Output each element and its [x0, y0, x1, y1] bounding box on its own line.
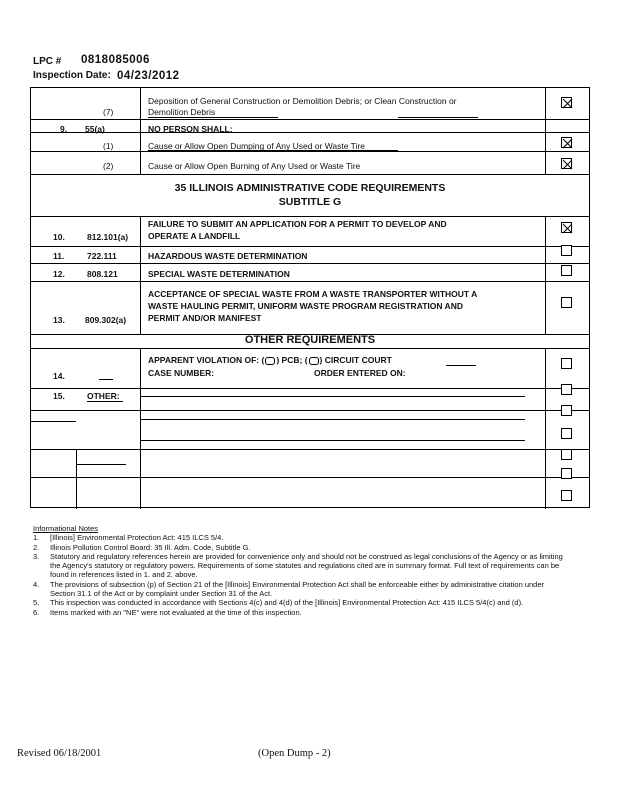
row9-code: 55(a) [85, 124, 105, 134]
row9-1-text: Cause or Allow Open Dumping of Any Used or Waste Tire [148, 141, 366, 151]
lpc-value: 0818085006 [81, 54, 150, 66]
row11-text: HAZARDOUS WASTE DETERMINATION [148, 251, 308, 261]
inspection-date-label: Inspection Date: [33, 70, 111, 81]
row15-num: 15. [53, 391, 65, 401]
row7-text-line1: Deposition of General Construction or Demolition Debris; or Clean Construction or [148, 96, 457, 106]
other-checkbox-6[interactable] [561, 490, 572, 501]
lpc-label: LPC # [33, 56, 62, 67]
footer-page: (Open Dump - 2) [258, 748, 331, 759]
row7-checkbox[interactable] [561, 97, 572, 108]
row14-pcb: PCB; [281, 355, 303, 365]
row10-code: 812.101(a) [87, 232, 129, 242]
row13-code: 809.302(a) [85, 315, 127, 325]
row13-num: 13. [53, 315, 65, 325]
row13-text-line2: WASTE HAULING PERMIT, UNIFORM WASTE PROGRAM REGISTRATION AND [148, 301, 463, 311]
row12-code: 808.121 [87, 269, 118, 279]
row11-checkbox[interactable] [561, 245, 572, 256]
row14-order-entered: ORDER ENTERED ON: [314, 368, 406, 378]
other-checkbox-3[interactable] [561, 428, 572, 439]
other-line-2 [140, 419, 525, 420]
row9-2-text: Cause or Allow Open Burning of Any Used or Waste Tire [148, 161, 361, 171]
row13-text-line1: ACCEPTANCE OF SPECIAL WASTE FROM A WASTE TRANSPORTER WITHOUT A [148, 289, 478, 299]
row7-sub: (7) [103, 107, 114, 117]
note-2: 2. Illinois Pollution Control Board: 35 Ill. Adm. Code, Subtitle G. [33, 542, 251, 552]
row10-num: 10. [53, 232, 65, 242]
row10-text-line2: OPERATE A LANDFILL [148, 231, 241, 241]
note-6: 6. Items marked with an "NE" were not evaluated at the time of this inspection. [33, 607, 302, 617]
other-line-1 [140, 396, 525, 397]
section-heading-subtitle-g: SUBTITLE G [278, 196, 342, 208]
note-1: 1. [Illinois] Environmental Protection Act: 415 ILCS 5/4. [33, 533, 224, 543]
row14-case-number: CASE NUMBER: [148, 368, 215, 378]
inspection-date-value: 04/23/2012 [117, 70, 180, 82]
pcb-radio[interactable] [265, 357, 275, 365]
row12-text: SPECIAL WASTE DETERMINATION [148, 269, 290, 279]
row9-1-checkbox[interactable] [561, 137, 572, 148]
note-5: 5. This inspection was conducted in accordance with Sections 4(c) and 4(d) of the [Illinois] Environmental Protection Act: 415 ILCS 5/4(c) and (d). [33, 598, 524, 608]
section-heading-other: OTHER REQUIREMENTS [244, 334, 376, 346]
other-checkbox-2[interactable] [561, 405, 572, 416]
row10-check-mark [562, 223, 573, 234]
row15-checkbox[interactable] [561, 384, 572, 395]
row10-checkbox[interactable] [561, 222, 572, 233]
row9-2-sub: (2) [103, 161, 114, 171]
row12-checkbox[interactable] [561, 265, 572, 276]
section-heading-35-iac: 35 ILLINOIS ADMINISTRATIVE CODE REQUIREMENTS [174, 182, 446, 194]
row14-checkbox[interactable] [561, 358, 572, 369]
row15-label: OTHER: [87, 391, 120, 401]
row14-violation-label: APPARENT VIOLATION OF: [148, 355, 260, 365]
row12-num: 12. [53, 269, 65, 279]
row11-num: 11. [53, 251, 65, 261]
row9-num: 9. [60, 124, 68, 134]
row11-code: 722.111 [87, 251, 117, 261]
row9-text: NO PERSON SHALL: [148, 124, 233, 134]
row9-1-sub: (1) [103, 141, 114, 151]
row9-2-check-mark [562, 159, 573, 170]
row13-text-line3: PERMIT AND/OR MANIFEST [148, 313, 262, 323]
row14-violation-line: APPARENT VIOLATION OF: ( ) PCB; ( ) CIRCUIT COURT [148, 355, 392, 365]
row9-2-checkbox[interactable] [561, 158, 572, 169]
row7-check-mark [562, 98, 573, 109]
note-4: 4. The provisions of subsection (p) of Section 21 of the [Illinois] Environmental Protection Act shall be enforceable either by administrative citation under Section 31.1 of the Act or by complaint under Section 31 of the Act. [33, 579, 545, 599]
requirements-table [30, 87, 590, 508]
row14-court: CIRCUIT COURT [324, 355, 392, 365]
circuit-court-radio[interactable] [309, 357, 319, 365]
footer-revised: Revised 06/18/2001 [17, 748, 102, 759]
row10-text-line1: FAILURE TO SUBMIT AN APPLICATION FOR A PERMIT TO DEVELOP AND [148, 219, 447, 229]
notes-title: Informational Notes [33, 524, 99, 533]
informational-notes [33, 524, 563, 617]
row7-text-line2: Demolition Debris [148, 107, 216, 117]
row9-1-check-mark [562, 138, 573, 149]
other-line-3 [140, 440, 525, 441]
note-3: 3. Statutory and regulatory references herein are provided for convenience only and should not be construed as legal conclusions of the Agency or as limiting the Agency's statutory or regulatory powers. Requirements of some statutes and regulations cited are in summary format. Full text of requirements can be found in references listed in 1. and 2. above. [33, 551, 563, 580]
other-checkbox-4[interactable] [561, 449, 572, 460]
row14-num: 14. [53, 371, 65, 381]
other-checkbox-5[interactable] [561, 468, 572, 479]
row13-checkbox[interactable] [561, 297, 572, 308]
